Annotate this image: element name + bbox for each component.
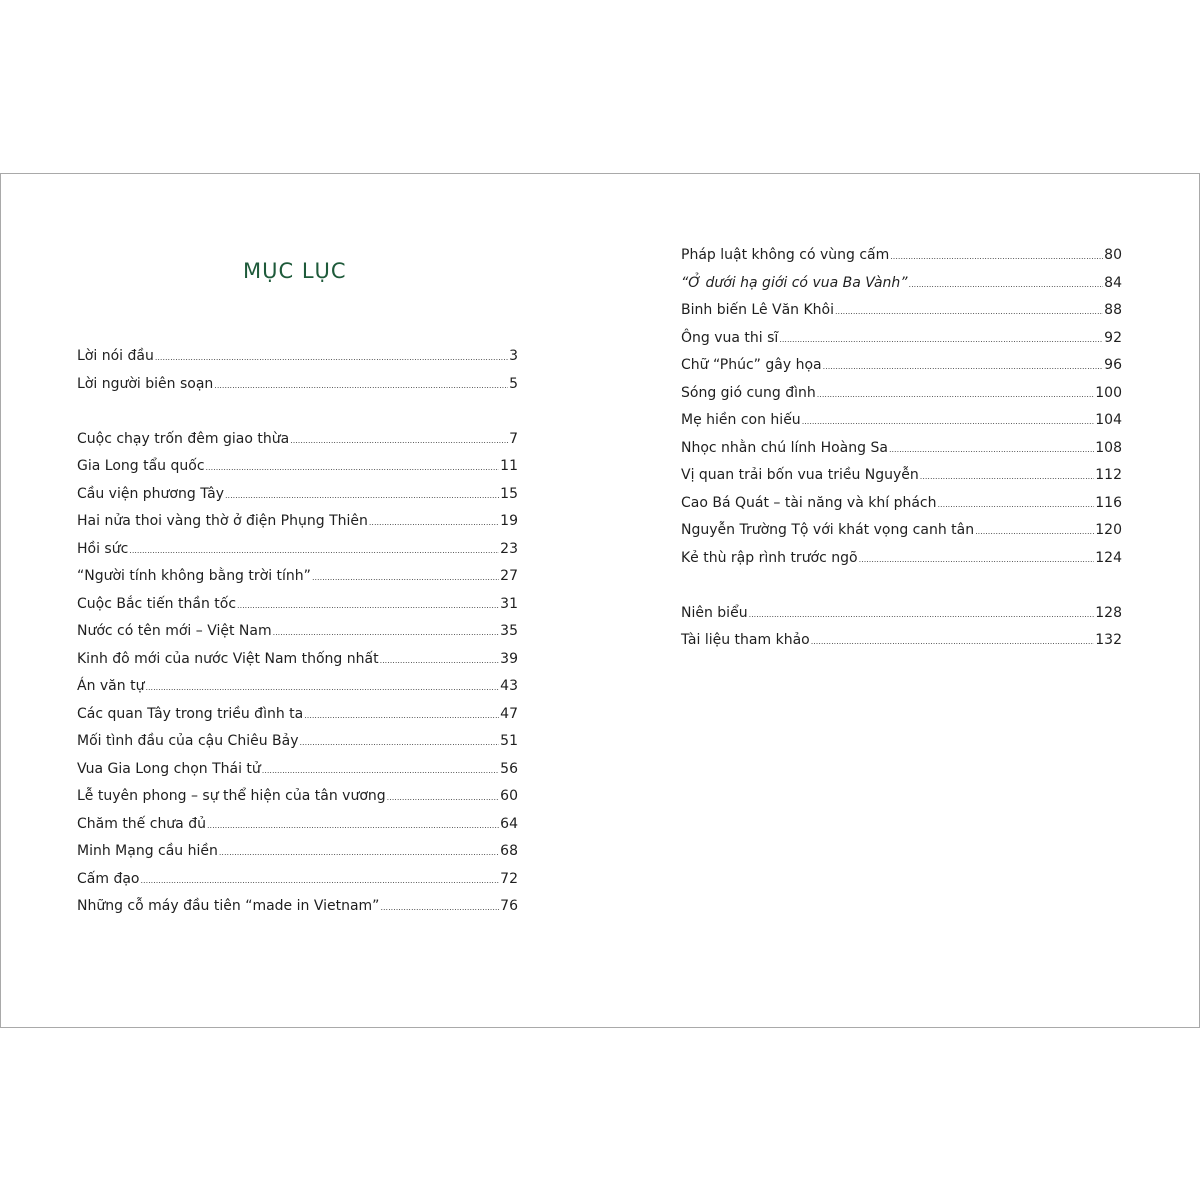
toc-entry-title: Hai nửa thoi vàng thờ ở điện Phụng Thiên bbox=[77, 513, 368, 529]
toc-entry[interactable] bbox=[77, 343, 518, 371]
toc-entry[interactable] bbox=[77, 426, 518, 454]
toc-entry[interactable] bbox=[681, 297, 1122, 325]
toc-entry[interactable] bbox=[681, 325, 1122, 353]
toc-entry-title: Sóng gió cung đình bbox=[681, 384, 816, 401]
toc-entry-title: Minh Mạng cầu hiền bbox=[77, 843, 218, 859]
toc-entry-title: Cấm đạo bbox=[77, 870, 140, 887]
toc-entry-title: Vị quan trải bốn vua triều Nguyễn bbox=[681, 467, 919, 483]
toc-entry-title: Nước có tên mới – Việt Nam bbox=[77, 623, 272, 639]
toc-entry[interactable] bbox=[681, 352, 1122, 380]
toc-entry[interactable] bbox=[77, 811, 518, 839]
toc-dot-leader bbox=[387, 784, 500, 812]
toc-entry-page: 60 bbox=[500, 788, 518, 804]
toc-entry-title: Pháp luật không có vùng cấm bbox=[681, 247, 890, 263]
toc-entry-page: 68 bbox=[500, 843, 518, 859]
toc-dot-leader bbox=[802, 408, 1095, 436]
toc-entry-title: “Người tính không bằng trời tính” bbox=[77, 568, 311, 584]
toc-entry-page: 64 bbox=[500, 815, 518, 832]
toc-entry-title: Kẻ thù rập rình trước ngõ bbox=[681, 549, 858, 566]
toc-dot-leader bbox=[206, 454, 500, 482]
toc-entry[interactable] bbox=[77, 508, 518, 536]
toc-dot-leader bbox=[835, 298, 1103, 326]
toc-entry[interactable] bbox=[681, 435, 1122, 463]
toc-entry-page: 23 bbox=[500, 540, 518, 557]
toc-dot-leader bbox=[312, 564, 499, 592]
toc-dot-leader bbox=[859, 546, 1095, 574]
toc-entry-page: 124 bbox=[1095, 549, 1122, 566]
toc-entry[interactable] bbox=[681, 627, 1122, 655]
toc-entry[interactable] bbox=[681, 380, 1122, 408]
toc-entry-page: 72 bbox=[500, 870, 518, 887]
toc-entry-title: Cao Bá Quát – tài năng và khí phách bbox=[681, 494, 937, 511]
toc-dot-leader bbox=[304, 702, 499, 730]
toc-entry-page: 39 bbox=[500, 650, 518, 667]
toc-entry[interactable] bbox=[77, 536, 518, 564]
toc-dot-leader bbox=[140, 867, 499, 895]
toc-entry[interactable] bbox=[77, 453, 518, 481]
toc-entry-page: 88 bbox=[1104, 302, 1122, 318]
toc-entry-page: 104 bbox=[1095, 412, 1122, 428]
toc-entry-title: Lễ tuyên phong – sự thể hiện của tân vương bbox=[77, 788, 386, 804]
toc-entry[interactable] bbox=[681, 517, 1122, 545]
toc-entry[interactable] bbox=[681, 545, 1122, 573]
toc-entry-page: 31 bbox=[500, 595, 518, 612]
toc-entry[interactable] bbox=[77, 591, 518, 619]
toc-entry-title: Mẹ hiền con hiếu bbox=[681, 412, 801, 428]
toc-entry-title: Vua Gia Long chọn Thái tử bbox=[77, 760, 261, 777]
toc-entry-title: Tài liệu tham khảo bbox=[681, 632, 810, 648]
toc-dot-leader bbox=[920, 463, 1094, 491]
toc-entry[interactable] bbox=[77, 701, 518, 729]
page-title: MỤC LỤC bbox=[243, 259, 347, 284]
toc-entry[interactable] bbox=[77, 866, 518, 894]
toc-entry-page: 116 bbox=[1095, 494, 1122, 511]
toc-entry-page: 7 bbox=[509, 430, 518, 447]
toc-entry-title: Chăm thế chưa đủ bbox=[77, 815, 206, 832]
toc-entry[interactable] bbox=[681, 407, 1122, 435]
toc-dot-leader bbox=[273, 619, 500, 647]
toc-entry[interactable] bbox=[77, 673, 518, 701]
toc-entry[interactable] bbox=[77, 728, 518, 756]
toc-entry-page: 132 bbox=[1095, 632, 1122, 648]
toc-entry-page: 15 bbox=[500, 485, 518, 502]
toc-entry-page: 27 bbox=[500, 568, 518, 584]
toc-dot-leader bbox=[369, 509, 499, 537]
toc-dot-leader bbox=[811, 628, 1095, 656]
toc-entry-title: Các quan Tây trong triều đình ta bbox=[77, 705, 304, 722]
toc-entry-title: Chữ “Phúc” gây họa bbox=[681, 357, 822, 373]
toc-entry-title: Những cỗ máy đầu tiên “made in Vietnam” bbox=[77, 898, 380, 914]
toc-dot-leader bbox=[380, 894, 499, 922]
toc-dot-leader bbox=[300, 729, 500, 757]
toc-entry-title: Ông vua thi sĩ bbox=[681, 329, 779, 346]
toc-dot-leader bbox=[975, 518, 1094, 546]
toc-entry-page: 3 bbox=[509, 348, 518, 364]
toc-entry[interactable] bbox=[681, 600, 1122, 628]
toc-entry-page: 92 bbox=[1104, 329, 1122, 346]
toc-entry[interactable] bbox=[77, 371, 518, 399]
toc-entry-title: Cuộc Bắc tiến thần tốc bbox=[77, 595, 237, 612]
toc-entry[interactable] bbox=[77, 756, 518, 784]
toc-entry-page: 112 bbox=[1095, 467, 1122, 483]
toc-entry-page: 108 bbox=[1095, 439, 1122, 456]
toc-entry-title: Nguyễn Trường Tộ với khát vọng canh tân bbox=[681, 522, 975, 538]
toc-dot-leader bbox=[225, 482, 499, 510]
toc-dot-leader bbox=[214, 372, 508, 400]
toc-dot-leader bbox=[129, 537, 499, 565]
toc-entry[interactable] bbox=[681, 490, 1122, 518]
toc-dot-leader bbox=[145, 674, 499, 702]
toc-entry-page: 5 bbox=[509, 375, 518, 392]
toc-dot-leader bbox=[207, 812, 499, 840]
toc-entry-title: Mối tình đầu của cậu Chiêu Bảy bbox=[77, 733, 299, 749]
toc-entry-page: 35 bbox=[500, 623, 518, 639]
toc-dot-leader bbox=[237, 592, 499, 620]
toc-dot-leader bbox=[380, 647, 500, 675]
toc-dot-leader bbox=[219, 839, 499, 867]
toc-entry[interactable] bbox=[77, 646, 518, 674]
toc-entry-page: 128 bbox=[1095, 604, 1122, 621]
toc-entry[interactable] bbox=[77, 481, 518, 509]
toc-entry-page: 47 bbox=[500, 705, 518, 722]
toc-entry-title: Nhọc nhằn chú lính Hoàng Sa bbox=[681, 439, 888, 456]
toc-entry-page: 76 bbox=[500, 898, 518, 914]
toc-right-column bbox=[681, 242, 1122, 655]
toc-entry-page: 96 bbox=[1104, 357, 1122, 373]
toc-entry[interactable] bbox=[77, 563, 518, 591]
toc-entry-title: Kinh đô mới của nước Việt Nam thống nhất bbox=[77, 650, 379, 667]
toc-entry[interactable] bbox=[77, 893, 518, 921]
toc-entry[interactable] bbox=[77, 838, 518, 866]
toc-dot-leader bbox=[155, 344, 508, 372]
toc-entry-title: Cuộc chạy trốn đêm giao thừa bbox=[77, 430, 290, 447]
toc-entry-page: 19 bbox=[500, 513, 518, 529]
toc-dot-leader bbox=[817, 381, 1095, 409]
toc-entry-page: 100 bbox=[1095, 384, 1122, 401]
toc-entry-page: 11 bbox=[500, 458, 518, 474]
toc-entry-page: 43 bbox=[500, 678, 518, 694]
toc-entry[interactable] bbox=[681, 462, 1122, 490]
toc-entry-title: “Ở dưới hạ giới có vua Ba Vành” bbox=[681, 274, 908, 291]
toc-dot-leader bbox=[749, 601, 1095, 629]
toc-dot-leader bbox=[889, 436, 1094, 464]
toc-entry-title: Lời người biên soạn bbox=[77, 375, 214, 392]
toc-dot-leader bbox=[937, 491, 1094, 519]
toc-entry-title: Hồi sức bbox=[77, 540, 129, 557]
toc-dot-leader bbox=[779, 326, 1103, 354]
toc-entry-page: 80 bbox=[1104, 247, 1122, 263]
toc-entry-title: Gia Long tẩu quốc bbox=[77, 458, 205, 474]
toc-entry-page: 51 bbox=[500, 733, 518, 749]
toc-dot-leader bbox=[290, 427, 508, 455]
toc-entry[interactable] bbox=[77, 618, 518, 646]
toc-entry-title: Binh biến Lê Văn Khôi bbox=[681, 302, 835, 318]
toc-entry-page: 120 bbox=[1095, 522, 1122, 538]
toc-dot-leader bbox=[909, 271, 1104, 299]
toc-dot-leader bbox=[262, 757, 499, 785]
toc-entry[interactable] bbox=[77, 783, 518, 811]
toc-entry[interactable] bbox=[681, 242, 1122, 270]
toc-entry-title: Niên biểu bbox=[681, 604, 748, 621]
toc-entry-title: Cầu viện phương Tây bbox=[77, 485, 224, 502]
toc-entry[interactable] bbox=[681, 270, 1122, 298]
toc-dot-leader bbox=[890, 243, 1103, 271]
toc-entry-title: Lời nói đầu bbox=[77, 348, 154, 364]
toc-entry-title: Án văn tự bbox=[77, 678, 145, 694]
toc-dot-leader bbox=[823, 353, 1104, 381]
toc-entry-page: 84 bbox=[1104, 274, 1122, 291]
toc-entry-page: 56 bbox=[500, 760, 518, 777]
toc-left-column bbox=[77, 343, 518, 921]
